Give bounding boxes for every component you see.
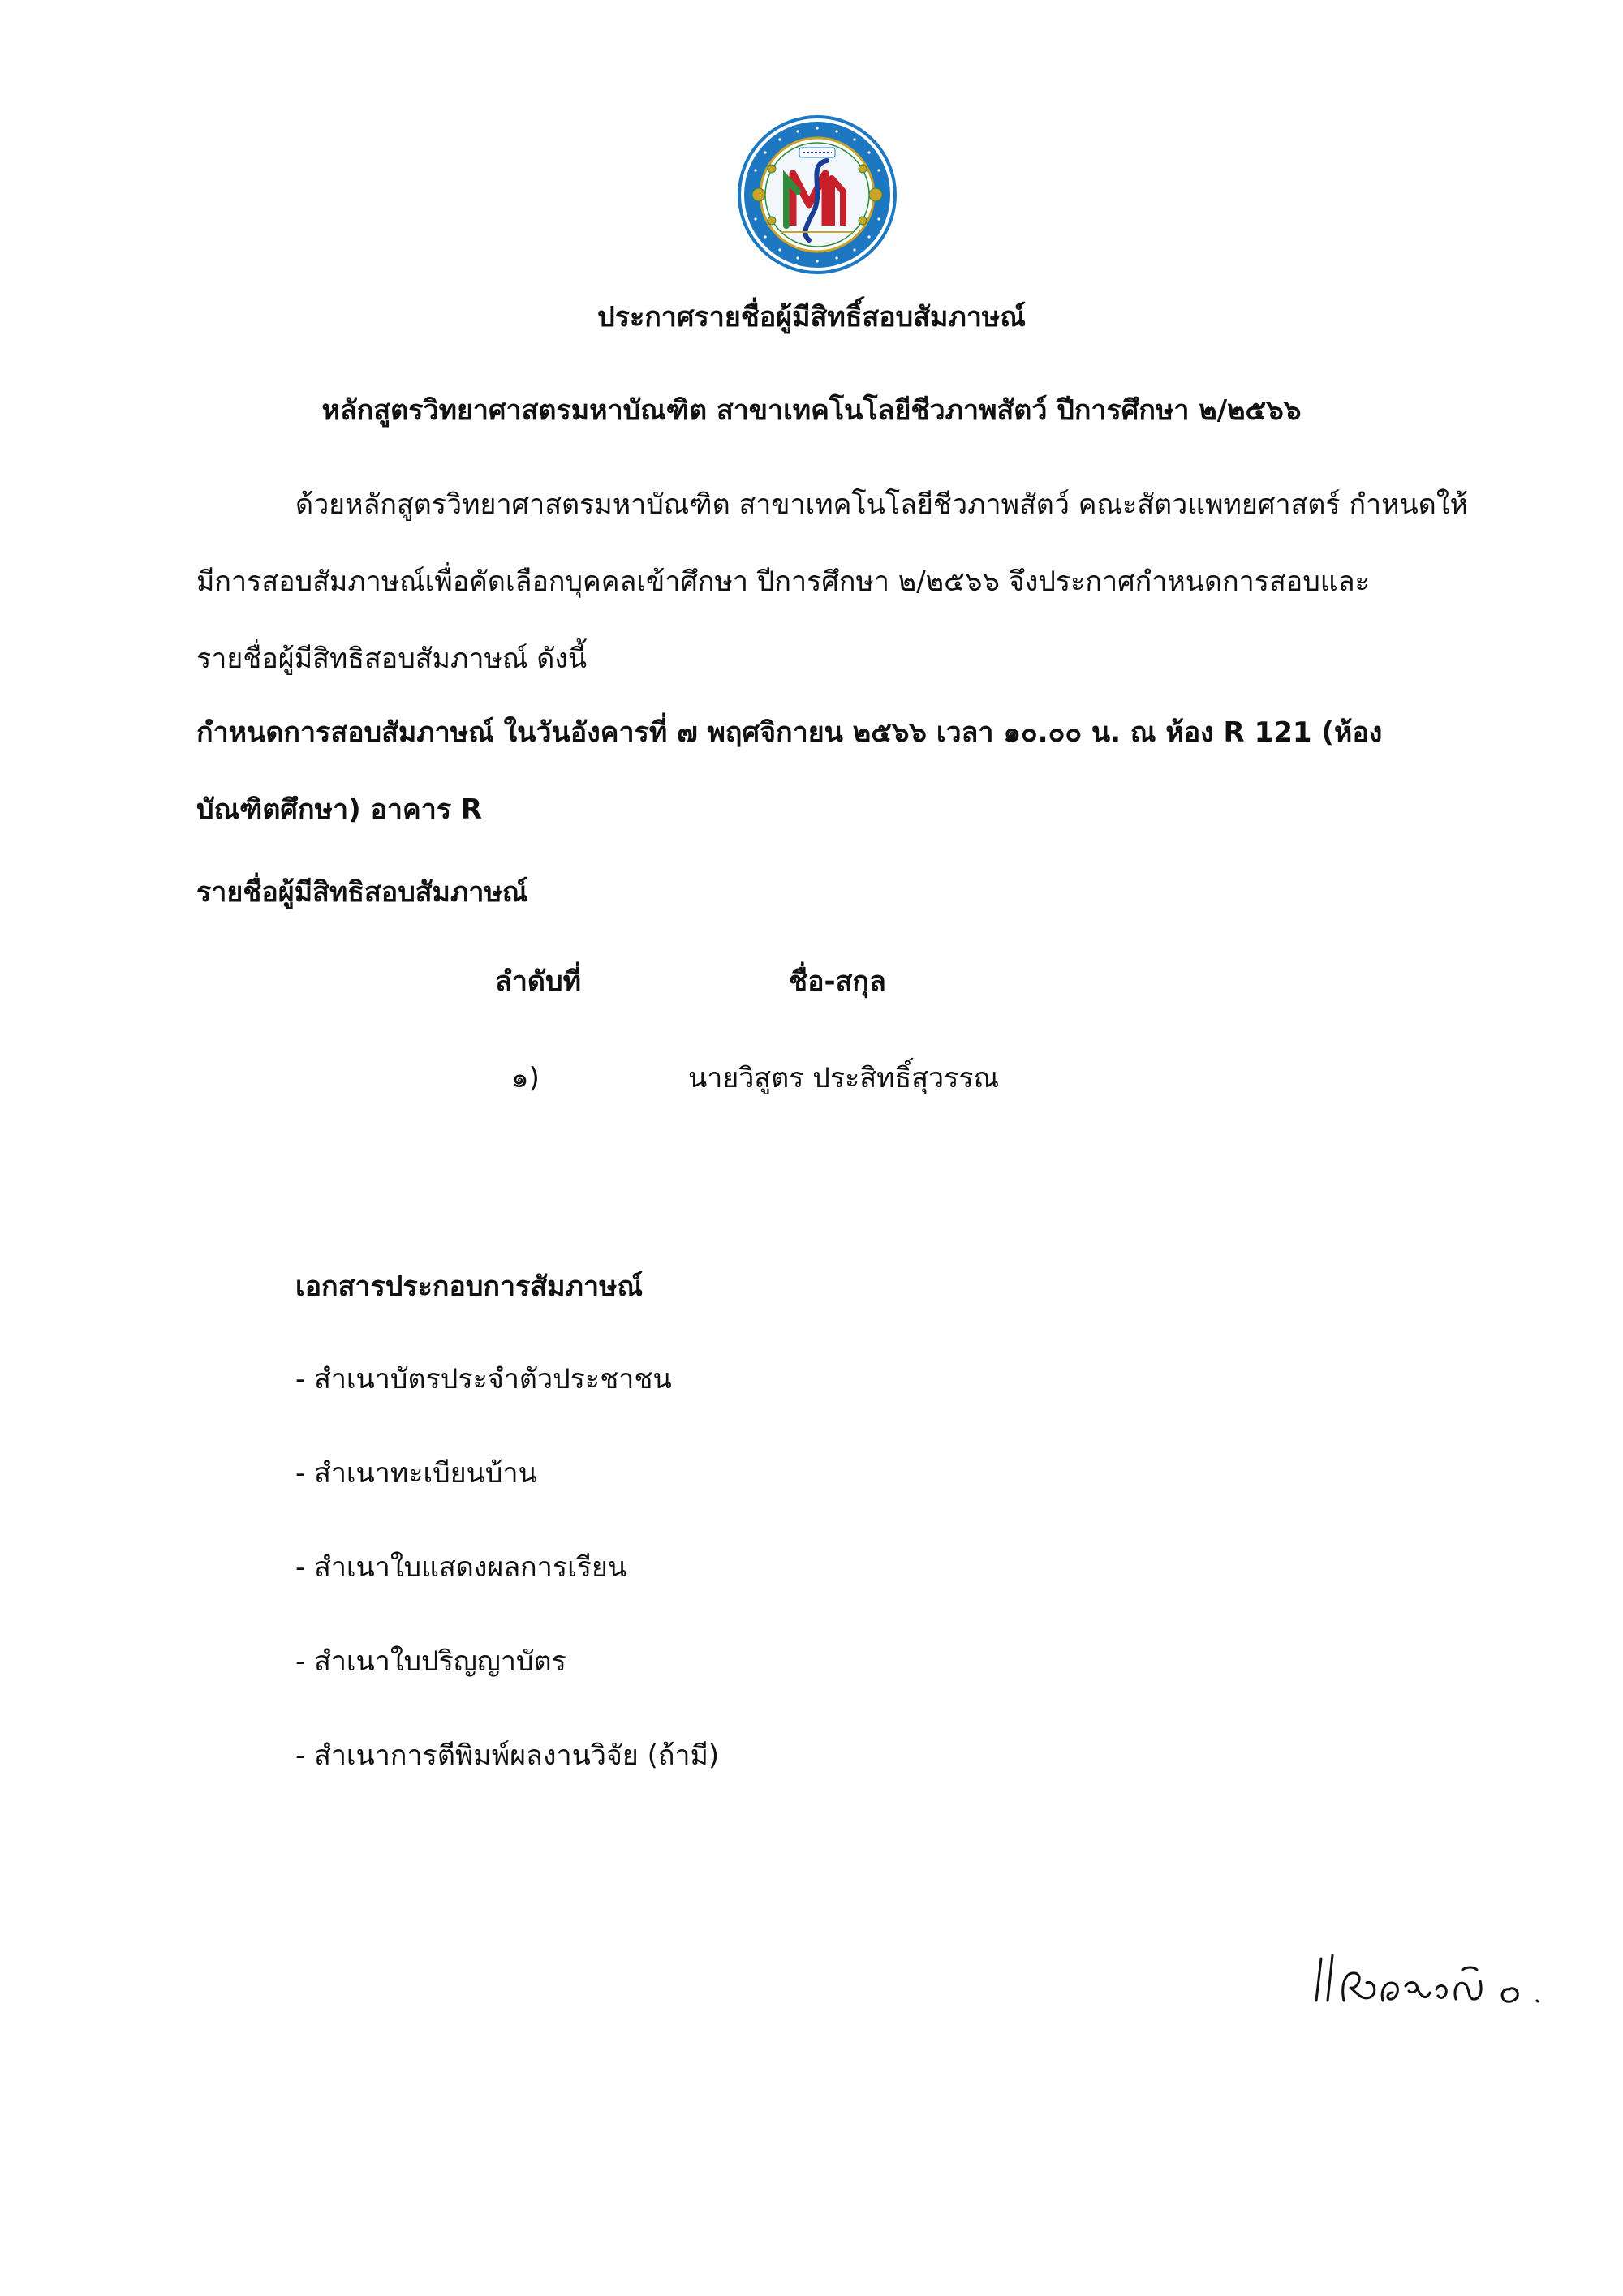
signature-stroke-graphic bbox=[1308, 1944, 1552, 2017]
page-title: ประกาศรายชื่อผู้มีสิทธิ์สอบสัมภาษณ์ bbox=[597, 301, 1026, 333]
document-item: - สำเนาใบแสดงผลการเรียน bbox=[295, 1551, 627, 1584]
document-item: - สำเนาทะเบียนบ้าน bbox=[295, 1457, 537, 1490]
document-item: - สำเนาใบปริญญาบัตร bbox=[295, 1645, 566, 1678]
intro-line: มีการสอบสัมภาษณ์เพื่อคัดเลือกบุคคลเข้าศึกษา ปีการศึกษา ๒/๒๕๖๖ จึงประกาศกำหนดการสอบและ bbox=[196, 565, 1370, 598]
intro-paragraph bbox=[196, 467, 1468, 698]
interview-schedule bbox=[196, 694, 1430, 849]
intro-line: ด้วยหลักสูตรวิทยาศาสตรมหาบัณฑิต สาขาเทคโนโลยีชีวภาพสัตว์ คณะสัตวแพทยศาสตร์ กำหนดให้ bbox=[295, 488, 1468, 521]
column-header-order: ลำดับที่ bbox=[495, 965, 582, 998]
schedule-line: กำหนดการสอบสัมภาษณ์ ในวันอังคารที่ ๗ พฤศจิกายน ๒๕๖๖ เวลา ๑๐.๐๐ น. ณ ห้อง R 121 (ห้อง bbox=[196, 716, 1383, 749]
faculty-seal-graphic bbox=[736, 114, 898, 276]
candidate-name: นายวิสูตร ประสิทธิ์สุวรรณ bbox=[688, 1062, 1000, 1094]
schedule-line: บัณฑิตศึกษา) อาคาร R bbox=[196, 793, 483, 826]
column-header-name: ชื่อ-สกุล bbox=[789, 965, 886, 998]
document-item: - สำเนาการตีพิมพ์ผลงานวิจัย (ถ้ามี) bbox=[295, 1739, 720, 1772]
program-subtitle: หลักสูตรวิทยาศาสตรมหาบัณฑิต สาขาเทคโนโลยีชีวภาพสัตว์ ปีการศึกษา ๒/๒๕๖๖ bbox=[321, 394, 1302, 427]
candidate-order: ๑) bbox=[511, 1062, 540, 1094]
candidates-heading: รายชื่อผู้มีสิทธิสอบสัมภาษณ์ bbox=[196, 876, 528, 909]
documents-heading: เอกสารประกอบการสัมภาษณ์ bbox=[295, 1271, 643, 1303]
intro-line: รายชื่อผู้มีสิทธิสอบสัมภาษณ์ ดังนี้ bbox=[196, 643, 588, 675]
faculty-seal-icon bbox=[736, 114, 898, 276]
handwritten-signature bbox=[1308, 1944, 1552, 2017]
document-item: - สำเนาบัตรประจำตัวประชาชน bbox=[295, 1363, 672, 1395]
